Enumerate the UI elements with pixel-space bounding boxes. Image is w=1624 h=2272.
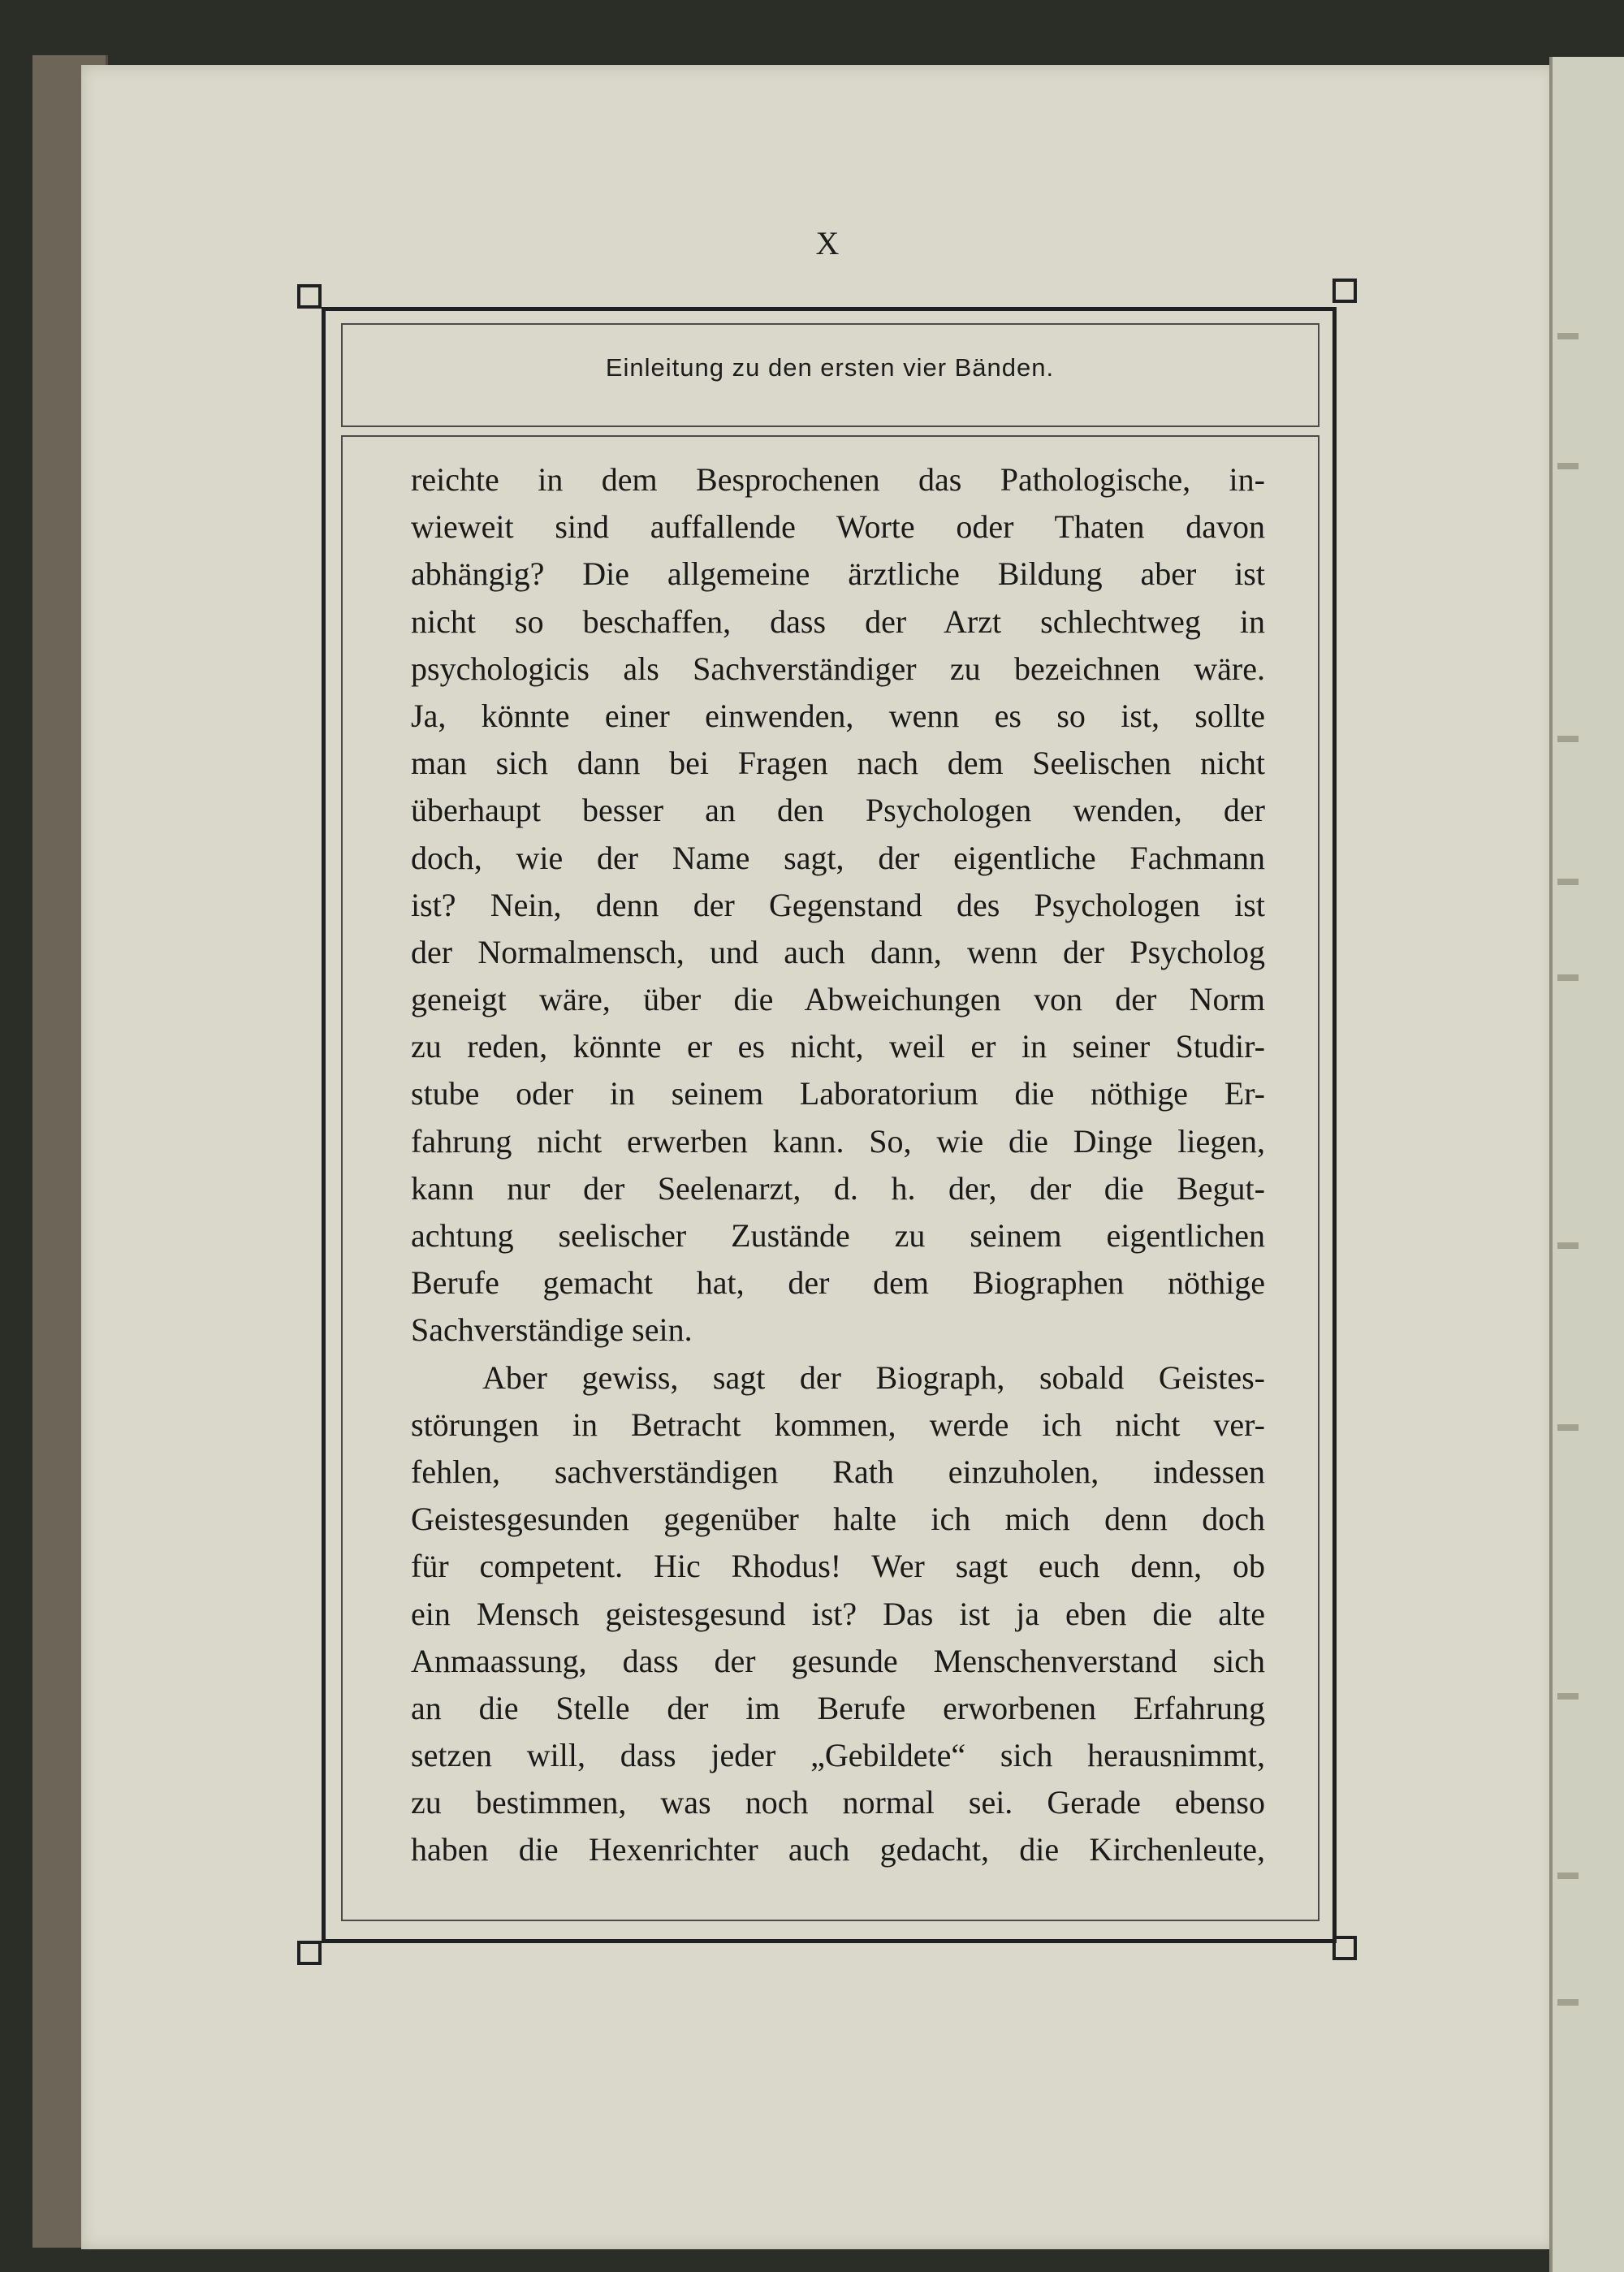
text-line: Anmaassung, dass der gesunde Menschenverstand sich: [411, 1642, 1265, 1679]
text-line: geneigt wäre, über die Abweichungen von der Norm: [411, 981, 1265, 1018]
frame-left-rule: [322, 307, 326, 1943]
page-edge-mark: [1557, 463, 1579, 469]
text-line: doch, wie der Name sagt, der eigentliche Fachmann: [411, 839, 1265, 876]
page-edge-mark: [1557, 1242, 1579, 1249]
running-head-text: Einleitung zu den ersten vier Bänden.: [605, 353, 1055, 382]
page-edge-mark: [1557, 974, 1579, 981]
frame-corner-ornament: [297, 284, 322, 309]
page-edge-mark: [1557, 1872, 1579, 1879]
text-line: Ja, könnte einer einwenden, wenn es so ist, sollte: [411, 697, 1265, 734]
running-head: [343, 323, 1317, 424]
page-edge-mark: [1557, 1693, 1579, 1700]
text-line: Sachverständige sein.: [411, 1311, 693, 1349]
text-line: fehlen, sachverständigen Rath einzuholen, indessen: [411, 1453, 1265, 1490]
paragraph-2: [411, 1354, 1265, 1874]
text-line: stube oder in seinem Laboratorium die nöthige Er-: [411, 1075, 1265, 1112]
page-edge-mark: [1557, 333, 1579, 339]
page-edge-mark: [1557, 736, 1579, 742]
text-line: haben die Hexenrichter auch gedacht, die Kirchenleute,: [411, 1831, 1265, 1868]
text-line: psychologicis als Sachverständiger zu bezeichnen wäre.: [411, 650, 1265, 687]
page-number: X: [815, 225, 841, 261]
text-line: achtung seelischer Zustände zu seinem eigentlichen: [411, 1217, 1265, 1254]
text-line: man sich dann bei Fragen nach dem Seelischen nicht: [411, 745, 1265, 782]
text-line: fahrung nicht erwerben kann. So, wie die Dinge liegen,: [411, 1122, 1265, 1160]
text-line: ist? Nein, denn der Gegenstand des Psychologen ist: [411, 886, 1265, 923]
text-line: abhängig? Die allgemeine ärztliche Bildung aber ist: [411, 555, 1265, 593]
body-text: [411, 456, 1265, 1874]
text-line: zu bestimmen, was noch normal sei. Gerade ebenso: [411, 1784, 1265, 1821]
text-line: Geistesgesunden gegenüber halte ich mich denn doch: [411, 1501, 1265, 1538]
text-line: Berufe gemacht hat, der dem Biographen nöthige: [411, 1264, 1265, 1302]
text-line: ein Mensch geistesgesund ist? Das ist ja eben die alte: [411, 1595, 1265, 1632]
text-line: kann nur der Seelenarzt, d. h. der, der die Begut-: [411, 1169, 1265, 1207]
text-line: reichte in dem Besprochenen das Pathologische, in-: [411, 461, 1265, 498]
text-line: zu reden, könnte er es nicht, weil er in seiner Studir-: [411, 1028, 1265, 1065]
text-line: überhaupt besser an den Psychologen wenden, der: [411, 792, 1265, 829]
frame-corner-ornament: [1332, 1936, 1357, 1960]
text-line: Aber gewiss, sagt der Biograph, sobald Geistes-: [482, 1358, 1265, 1396]
text-line: störungen in Betracht kommen, werde ich nicht ver-: [411, 1406, 1265, 1443]
frame-right-rule: [1332, 307, 1337, 1943]
frame-corner-ornament: [297, 1941, 322, 1965]
paragraph-1: [411, 456, 1265, 1354]
text-line: für competent. Hic Rhodus! Wer sagt euch denn, ob: [411, 1548, 1265, 1585]
facing-page-edge: [1549, 57, 1624, 2272]
frame-corner-ornament: [1332, 279, 1357, 303]
text-line: wieweit sind auffallende Worte oder Thaten davon: [411, 508, 1265, 546]
frame-bottom-rule: [322, 1939, 1337, 1943]
frame-top-rule: [322, 307, 1337, 311]
page-edge-mark: [1557, 879, 1579, 885]
text-line: der Normalmensch, und auch dann, wenn der Psycholog: [411, 933, 1265, 970]
page-edge-mark: [1557, 1999, 1579, 2006]
text-line: setzen will, dass jeder „Gebildete“ sich herausnimmt,: [411, 1737, 1265, 1774]
page-edge-mark: [1557, 1424, 1579, 1431]
text-line: nicht so beschaffen, dass der Arzt schlechtweg in: [411, 603, 1265, 640]
text-line: an die Stelle der im Berufe erworbenen Erfahrung: [411, 1689, 1265, 1726]
